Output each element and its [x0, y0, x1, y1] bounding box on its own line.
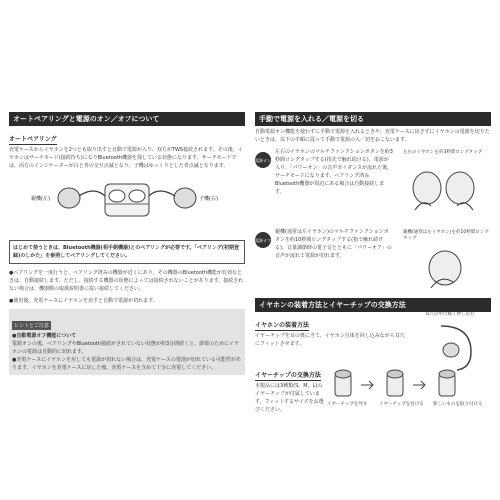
- earbuds-illustration: [9, 174, 245, 236]
- auto-connect-note: ●ペアリングを一度行うと、ペアリング済みの機器が近くにあり、その機器のBluetooth機能が有効なときは、自動接続します。ただし、接続する機器の状態によっては接続されないことがあります。接続されない場合は、機器側の取扱説明書に従い接続してください。: [9, 270, 244, 292]
- auto-power-off-note: ●使用後、充電ケースにイヤホンを戻すと自動で電源が切れます。: [9, 298, 158, 304]
- ear-tip-title: イヤーチップの交換方法: [255, 372, 321, 379]
- power-off-block: [255, 228, 491, 294]
- right-earbud-label: 子機(右): [199, 196, 218, 202]
- auto-pairing-title: オートペアリング: [9, 136, 57, 143]
- ear-tip-caption-new: 新しいものを取り付ける: [433, 402, 483, 407]
- wearing-caption: 耳穴の中に軽く押し込む: [425, 312, 475, 317]
- manual-power-intro: 自動電源オン機能を使わずに手動で電源を入れるときや、充電ケースに戻さずにイヤホンの電源を切りたいときは、以下の手順に従って手動で電源の入／切をおこないます。: [255, 129, 490, 143]
- ear-tip-text: 本製品には3種類(S、M、L)のイヤーチップが付属しています。フィットするサイズをお選びください。: [255, 383, 324, 413]
- section-header-wearing: イヤホンの装着方法とイヤーチップの交換方法: [255, 298, 491, 312]
- power-on-badge: 電源オン: [255, 152, 271, 168]
- ear-tip-block: [255, 362, 491, 422]
- first-use-notice: [9, 240, 245, 264]
- left-earbud-label: 親機(左): [31, 196, 50, 202]
- section-header-manual-power: 手動で電源を入れる／電源を切る: [255, 112, 491, 126]
- wearing-text: イヤーチップを耳の奥に当て、イヤホン自体を回し込みながら耳穴にフィットさせます。: [255, 333, 405, 347]
- charging-case-icon: [9, 174, 245, 236]
- power-off-caption: 親機(通常は左イヤホン)を約10秒間ロングタップ: [403, 230, 489, 241]
- power-on-caption: 左右のイヤホンを約3秒間ロングタップ: [403, 150, 483, 155]
- hint-bullet: ●充電ケースにイヤホンを戻しても電源が切れない場合は、充電ケースの電池が切れている可能性があります。イヤホンを充電ケースに戻した後、充電ケースを含めて十分に充電してください。: [12, 357, 241, 371]
- right-column: [255, 112, 491, 422]
- ear-tip-caption-attach: イヤーチップを付ける: [379, 402, 424, 407]
- hint-text: 電源オンの後、ペアリングやBluetooth接続がされていない状態が約3分間続くと、節電のためにイヤホンの電源は自動的に切れます。: [12, 341, 240, 355]
- power-on-text: 左右のイヤホンのマルチファンクションボタンを約3秒間ロングタップする(指先で触れ続ける)。電源が入り、「パワーオン」の音声ガイダンスが流れた後、サーチモードになります。ペアリング済みBluetooth機器が周辺にある場合は自動接続します。: [275, 149, 393, 195]
- power-off-badge: 電源オフ: [255, 232, 271, 248]
- hint-box: [9, 309, 245, 375]
- wearing-block: [255, 312, 491, 362]
- auto-pairing-text: 充電ケースからイヤホンを2つとも取り出すと自動で電源が入り、双方がTWS接続されます。その後、イヤホンはサーチモード(接続待ち)になりBluetooth機器を探している状態になります。サーチモードでは、両方のインジケーターが白と青の交互点滅となり、子機はゆっくりとした青点滅となります。: [9, 147, 243, 169]
- power-off-text: 親機(通常は左イヤホン)のマルチファンクションボタンを約10秒間ロングタップする(指で触れ続ける)。音量調節時の電子音とともに「パワーオフ」の音声が流れて電源が切れます。: [275, 229, 392, 259]
- left-column: [9, 112, 245, 375]
- section-header-auto-pairing: オートペアリングと電源のオン／オフについて: [9, 112, 245, 126]
- ear-tip-caption-remove: イヤーチップを外す: [327, 402, 368, 407]
- hint-title: ●自動電源オフ機能について: [12, 333, 77, 339]
- wearing-title: イヤホンの装着方法: [255, 322, 310, 329]
- first-use-text: はじめて使うときは、Bluetooth機器(相手側機器)とのペアリングが必要です。「ペアリング(初期登録)のしかた」を参照してペアリングしてください。: [13, 245, 240, 259]
- hint-tag: ヒントとご注意: [14, 323, 50, 329]
- power-on-block: [255, 148, 491, 226]
